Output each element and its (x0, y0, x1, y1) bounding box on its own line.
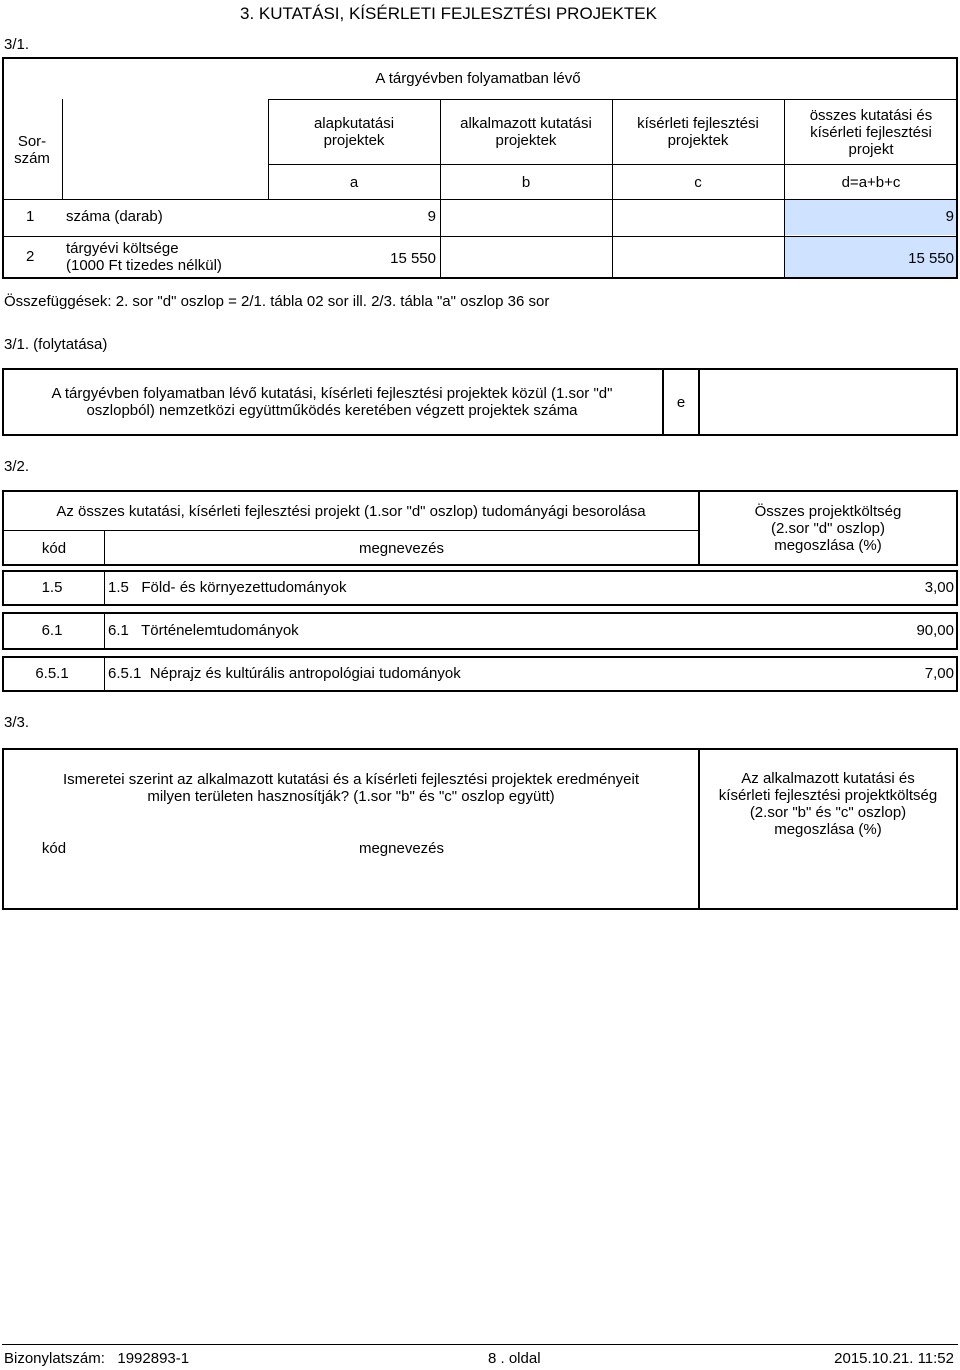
row1-a: 9 (427, 208, 436, 225)
header-col-b: alkalmazott kutatási projektek (460, 115, 592, 149)
row-value: 90,00 (916, 622, 954, 639)
section-3-1-label: 3/1. (4, 36, 30, 53)
footer-page: 8 . oldal (488, 1350, 541, 1367)
discipline-title: Az összes kutatási, kísérleti fejlesztési projekt (1.sor "d" oszlop) tudományági besorolása (56, 502, 646, 520)
letter-e: e (676, 393, 686, 411)
applied-cost-header: Az alkalmazott kutatási és kísérleti fejlesztési projektköltség (2.sor "b" és "c" oszlop) megoszlása (%) (718, 770, 938, 838)
letter-a: a (349, 173, 359, 191)
relations-note: Összefüggések: 2. sor "d" oszlop = 2/1. tábla 02 sor ill. 2/3. tábla "a" oszlop 36 sor (4, 293, 550, 310)
row2-num: 2 (26, 248, 35, 265)
section-3-3-label: 3/3. (4, 714, 30, 731)
row-kod: 1.5 (41, 579, 63, 596)
header-col-a: alapkutatási projektek (313, 115, 395, 149)
header-current-year: A tárgyévben folyamatban lévő (375, 69, 581, 87)
section-3-1-cont-label: 3/1. (folytatása) (4, 336, 108, 353)
cost-distribution-header: Összes projektköltség (2.sor "d" oszlop) megoszlása (%) (754, 502, 902, 554)
row-value: 7,00 (924, 665, 954, 682)
kod-header: kód (41, 839, 67, 857)
letter-c: c (694, 173, 702, 191)
letter-d: d=a+b+c (841, 173, 901, 191)
utilization-title: Ismeretei szerint az alkalmazott kutatási és a kísérleti fejlesztési projektek eredményeit milyen területen hasznosítják? (1.sor "b" és "c" oszlop együtt) (62, 771, 640, 805)
megnevezes-header: megnevezés (358, 539, 445, 557)
header-col-c: kísérleti fejlesztési projektek (637, 115, 759, 149)
footer-divider (2, 1344, 958, 1345)
row2-a: 15 550 (390, 250, 436, 267)
row-kod: 6.5.1 (35, 665, 69, 682)
kod-header: kód (41, 539, 67, 557)
header-sorszam: Sor- szám (14, 132, 50, 167)
row1-d: 9 (945, 208, 954, 225)
international-cooperation-value (700, 370, 956, 434)
row-kod: 6.1 (41, 622, 63, 639)
header-col-d: összes kutatási és kísérleti fejlesztési projekt (809, 106, 933, 158)
footer-bizonylat: Bizonylatszám: 1992893-1 (4, 1350, 190, 1367)
row2-d: 15 550 (908, 250, 954, 267)
footer-date: 2015.10.21. 11:52 (834, 1350, 954, 1367)
row1-label: száma (darab) (66, 208, 163, 225)
international-cooperation-text: A tárgyévben folyamatban lévő kutatási, kísérleti fejlesztési projektek közül (1.sor "d" oszlopból) nemzetközi együttműködés keretében végzett projektek száma (51, 385, 613, 419)
letter-b: b (521, 173, 531, 191)
row-name: 6.1 Történelemtudományok (108, 622, 299, 639)
megnevezes-header: megnevezés (358, 839, 445, 857)
row1-num: 1 (26, 208, 35, 225)
document-title: 3. KUTATÁSI, KÍSÉRLETI FEJLESZTÉSI PROJEKTEK (240, 4, 657, 23)
section-3-2-label: 3/2. (4, 458, 30, 475)
row-value: 3,00 (924, 579, 954, 596)
row-name: 6.5.1 Néprajz és kultúrális antropológiai tudományok (108, 665, 461, 682)
row2-label: tárgyévi költsége (1000 Ft tizedes nélkül) (66, 240, 222, 274)
row-name: 1.5 Föld- és környezettudományok (108, 579, 347, 596)
